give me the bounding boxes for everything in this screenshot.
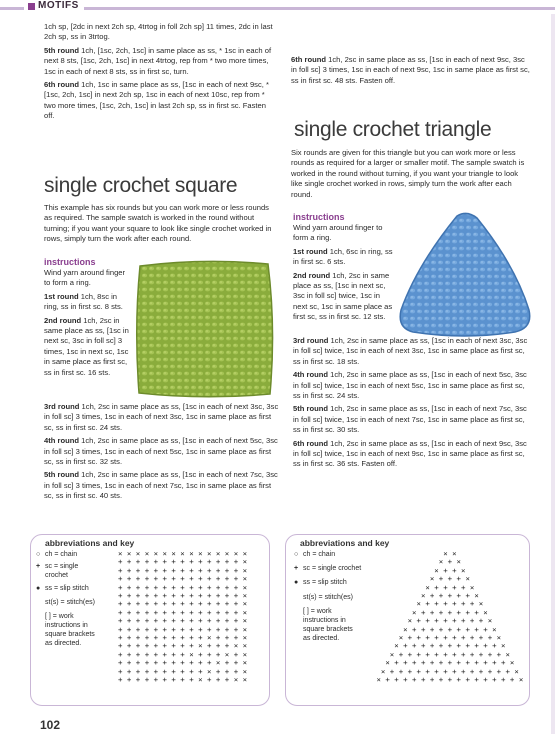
square-instructions-wide [44, 402, 279, 505]
triangle-intro: Six rounds are given for this triangle but you can work more or less rounds as required for a larger or smaller motif. The sample swatch is worked in the round without turning, if you want your triangle to look like single crochet worked in rows, simply turn the work after each round. [291, 148, 525, 199]
square-intro: This example has six rounds but you can work more or less rounds as required. The sample swatch is worked in the round without turning; if you want your square to look like single crochet worked in rows, simply turn the work after each round. [44, 203, 272, 244]
left-continuation [44, 22, 276, 125]
square-round-4: 4th round 1ch, 2sc in same place as ss, [1sc in each of next 5sc, 3sc in foll sc] 3 times, 1sc in each of next 5sc, 1sc in same place as first sc, ss in first sc. 32 sts. [44, 436, 278, 467]
key-slip-stitch-right: ● ss = slip stitch [294, 579, 347, 586]
key-single-crochet: + sc = single [36, 563, 79, 570]
triangle-swatch-image [395, 210, 535, 340]
key-brackets-3: square brackets [45, 631, 95, 638]
page-header [0, 0, 555, 14]
triangle-stitch-chart: × × × + × × + + × × + + + × × + + + + × × + + + + + × × + + + + + + × × + + + + + + + × × + + + + + + + + × × + + + + + + + + + × × + + + + + + + + + + × × + + + + + + + + + + + × × + + + + + + + + + + + + × × + + + + + + + + + + + + + × × + + + + + + + + + + + + + + × × + + + + + + + + + + + + + + + × [376, 549, 524, 685]
slip-stitch-symbol-icon: ● [36, 585, 41, 592]
key-brackets-2: instructions in [45, 622, 88, 629]
square-round-5: 5th round 1ch, 2sc in same place as ss, [1sc in each of next 7sc, 3sc in foll sc] 3 times, 1sc in each of next 7sc, 1sc in same place as first sc, ss in first sc. 40 sts. [44, 470, 278, 501]
key-chain: ○ ch = chain [36, 551, 78, 558]
round-5: 5th round 1ch, [1sc, 2ch, 1sc] in same place as ss, * 1sc in each of next 8 sts, [1sc, 2ch, 1sc] in next 4trtog, rep from * two more times, 1sc in each of next 8 sts, ss in first sc, turn. [44, 45, 272, 76]
key-single-crochet-right: + sc = single crochet [294, 565, 362, 572]
key-brackets-right-1: [ ] = work [303, 608, 332, 615]
key-stitches-right: st(s) = stitch(es) [303, 594, 353, 601]
key-brackets-4: as directed. [45, 640, 82, 647]
triangle-instructions-label: instructions [293, 212, 345, 222]
right-continuation [291, 55, 531, 89]
chain-symbol-icon: ○ [294, 551, 299, 558]
triangle-round-5: 5th round 1ch, 2sc in same place as ss, [1sc in each of next 7sc, 3sc in foll sc] twice, 1sc in each of next 7sc, 1sc in same place as first sc, ss in first sc. 30 sts. [293, 404, 527, 435]
key-brackets-right-4: as directed. [303, 635, 340, 642]
square-stitch-chart: × × × × × × × × × × × × × × × + + + + + + + + + + + + + + × + + + + + + + + + + + + + + × + + + + + + + + + + + + + + × + + + + + + + + + + + + + + × + + + + + + + + + + + + + + × + + + + + + + + + + + + + + × + + + + + + + + + + + + + + × + + + + + + + + + + + + + + × + + + + + + + + + + + + + + × + + + + + + + + + + × + + + × + + + + + + + + + × + + + × × + + + + + + + + × + + + × + × + + + + + + + + + + + × + + × + + + + + + + + + + × + + + × + + + + + + + + + × + + + × × [118, 549, 248, 685]
square-round-2: 2nd round 1ch, 2sc in same place as ss, [1sc in next sc, 3sc in foll sc] 3 times, 1sc in next sc, 1sc in same place as first sc, ss in first sc. 16 sts. [44, 315, 129, 377]
section-title: MOTIFS [38, 0, 79, 11]
continued-paragraph: 1ch sp, [2dc in next 2ch sp, 4trtog in foll 2ch sp] 11 times, 2dc in last 2ch sp, ss in 3trtog. [44, 22, 273, 42]
key-brackets-1: [ ] = work [45, 613, 74, 620]
triangle-instructions-wide [293, 336, 533, 473]
square-instructions-narrow: Wind yarn around finger to form a ring. 1st round 1ch, 8sc in ring, ss in first sc. 8 sts. 2nd round 1ch, 2sc in same place as ss, [1sc in next sc, 3sc in foll sc] 3 times, 1sc in next sc, 1sc in same place as first sc, ss in first sc. 16 sts. [44, 268, 132, 381]
triangle-round-3: 3rd round 1ch, 2sc in same place as ss, [1sc in each of next 3sc, 3sc in foll sc] twice, 1sc in each of next 3sc, 1sc in same place as first sc, ss in first sc. 18 sts. [293, 336, 528, 366]
slip-stitch-symbol-icon: ● [294, 579, 299, 586]
square-key-title: abbreviations and key [45, 538, 135, 548]
key-brackets-right-3: square brackets [303, 626, 353, 633]
header-square-icon [28, 3, 35, 10]
page-number: 102 [40, 718, 61, 732]
key-stitches: st(s) = stitch(es) [45, 599, 95, 606]
triangle-key-title: abbreviations and key [300, 538, 390, 548]
triangle-round-6: 6th round 1ch, 2sc in same place as ss, [1sc in each of next 9sc, 3sc in foll sc] twice, 1sc in each of next 9sc, 1sc in same place as first sc, ss in first sc. 36 sts. Fasten off. [293, 438, 527, 469]
single-crochet-symbol-icon: + [36, 563, 41, 570]
round-6: 6th round 1ch, 1sc in same place as ss, [1sc in each of next 9sc, * [1sc, 2ch, 1sc] in next 2ch sp, 1sc in each of next 10sc, rep from * two more times, [1sc, 2ch, 1sc] in last 2ch sp, ss in first sc. Fasten off. [44, 80, 269, 121]
square-instructions-label: instructions [44, 257, 96, 267]
key-brackets-right-2: instructions in [303, 617, 346, 624]
triangle-instructions-narrow: Wind yarn around finger to form a ring. 1st round 1ch, 6sc in ring, ss in first sc. 6 sts. 2nd round 1ch, 2sc in same place as ss, [1sc in next sc, 3sc in foll sc] twice, 1sc in next sc, 1sc in same place as first sc, ss in first sc. 12 sts. [293, 223, 393, 322]
chain-symbol-icon: ○ [36, 551, 41, 558]
single-crochet-symbol-icon: + [294, 565, 299, 572]
triangle-round-1: 1st round 1ch, 6sc in ring, ss in first sc. 6 sts. [293, 246, 393, 267]
square-round-6: 6th round 1ch, 2sc in same place as ss, [1sc in each of next 9sc, 3sc in foll sc] 3 times, 1sc in each of next 9sc, 1sc in same place as first sc, ss in first sc. 48 sts. Fasten off. [291, 55, 530, 85]
page-edge [551, 14, 555, 734]
key-chain-right: ○ ch = chain [294, 551, 336, 558]
square-round-1: 1st round 1ch, 8sc in ring, ss in first sc. 8 sts. [44, 291, 123, 312]
square-swatch-image [134, 258, 276, 400]
triangle-title: single crochet triangle [294, 118, 492, 141]
square-round-3: 3rd round 1ch, 2sc in same place as ss, [1sc in each of next 3sc, 3sc in foll sc] 3 times, 1sc in each of next 3sc, 1sc in same place as first sc, ss in first sc. 24 sts. [44, 402, 279, 432]
key-single-crochet-cont: crochet [45, 572, 68, 579]
triangle-round-4: 4th round 1ch, 2sc in same place as ss, [1sc in each of next 5sc, 3sc in foll sc] twice, 1sc in each of next 5sc, 1sc in same place as first sc, ss in first sc. 24 sts. [293, 370, 527, 401]
triangle-round-2: 2nd round 1ch, 2sc in same place as ss, [1sc in next sc, 3sc in foll sc] twice, 1sc in next sc, 1sc in same place as first sc, ss in first sc. 12 sts. [293, 270, 393, 322]
square-title: single crochet square [44, 174, 238, 197]
key-slip-stitch: ● ss = slip stitch [36, 585, 89, 592]
